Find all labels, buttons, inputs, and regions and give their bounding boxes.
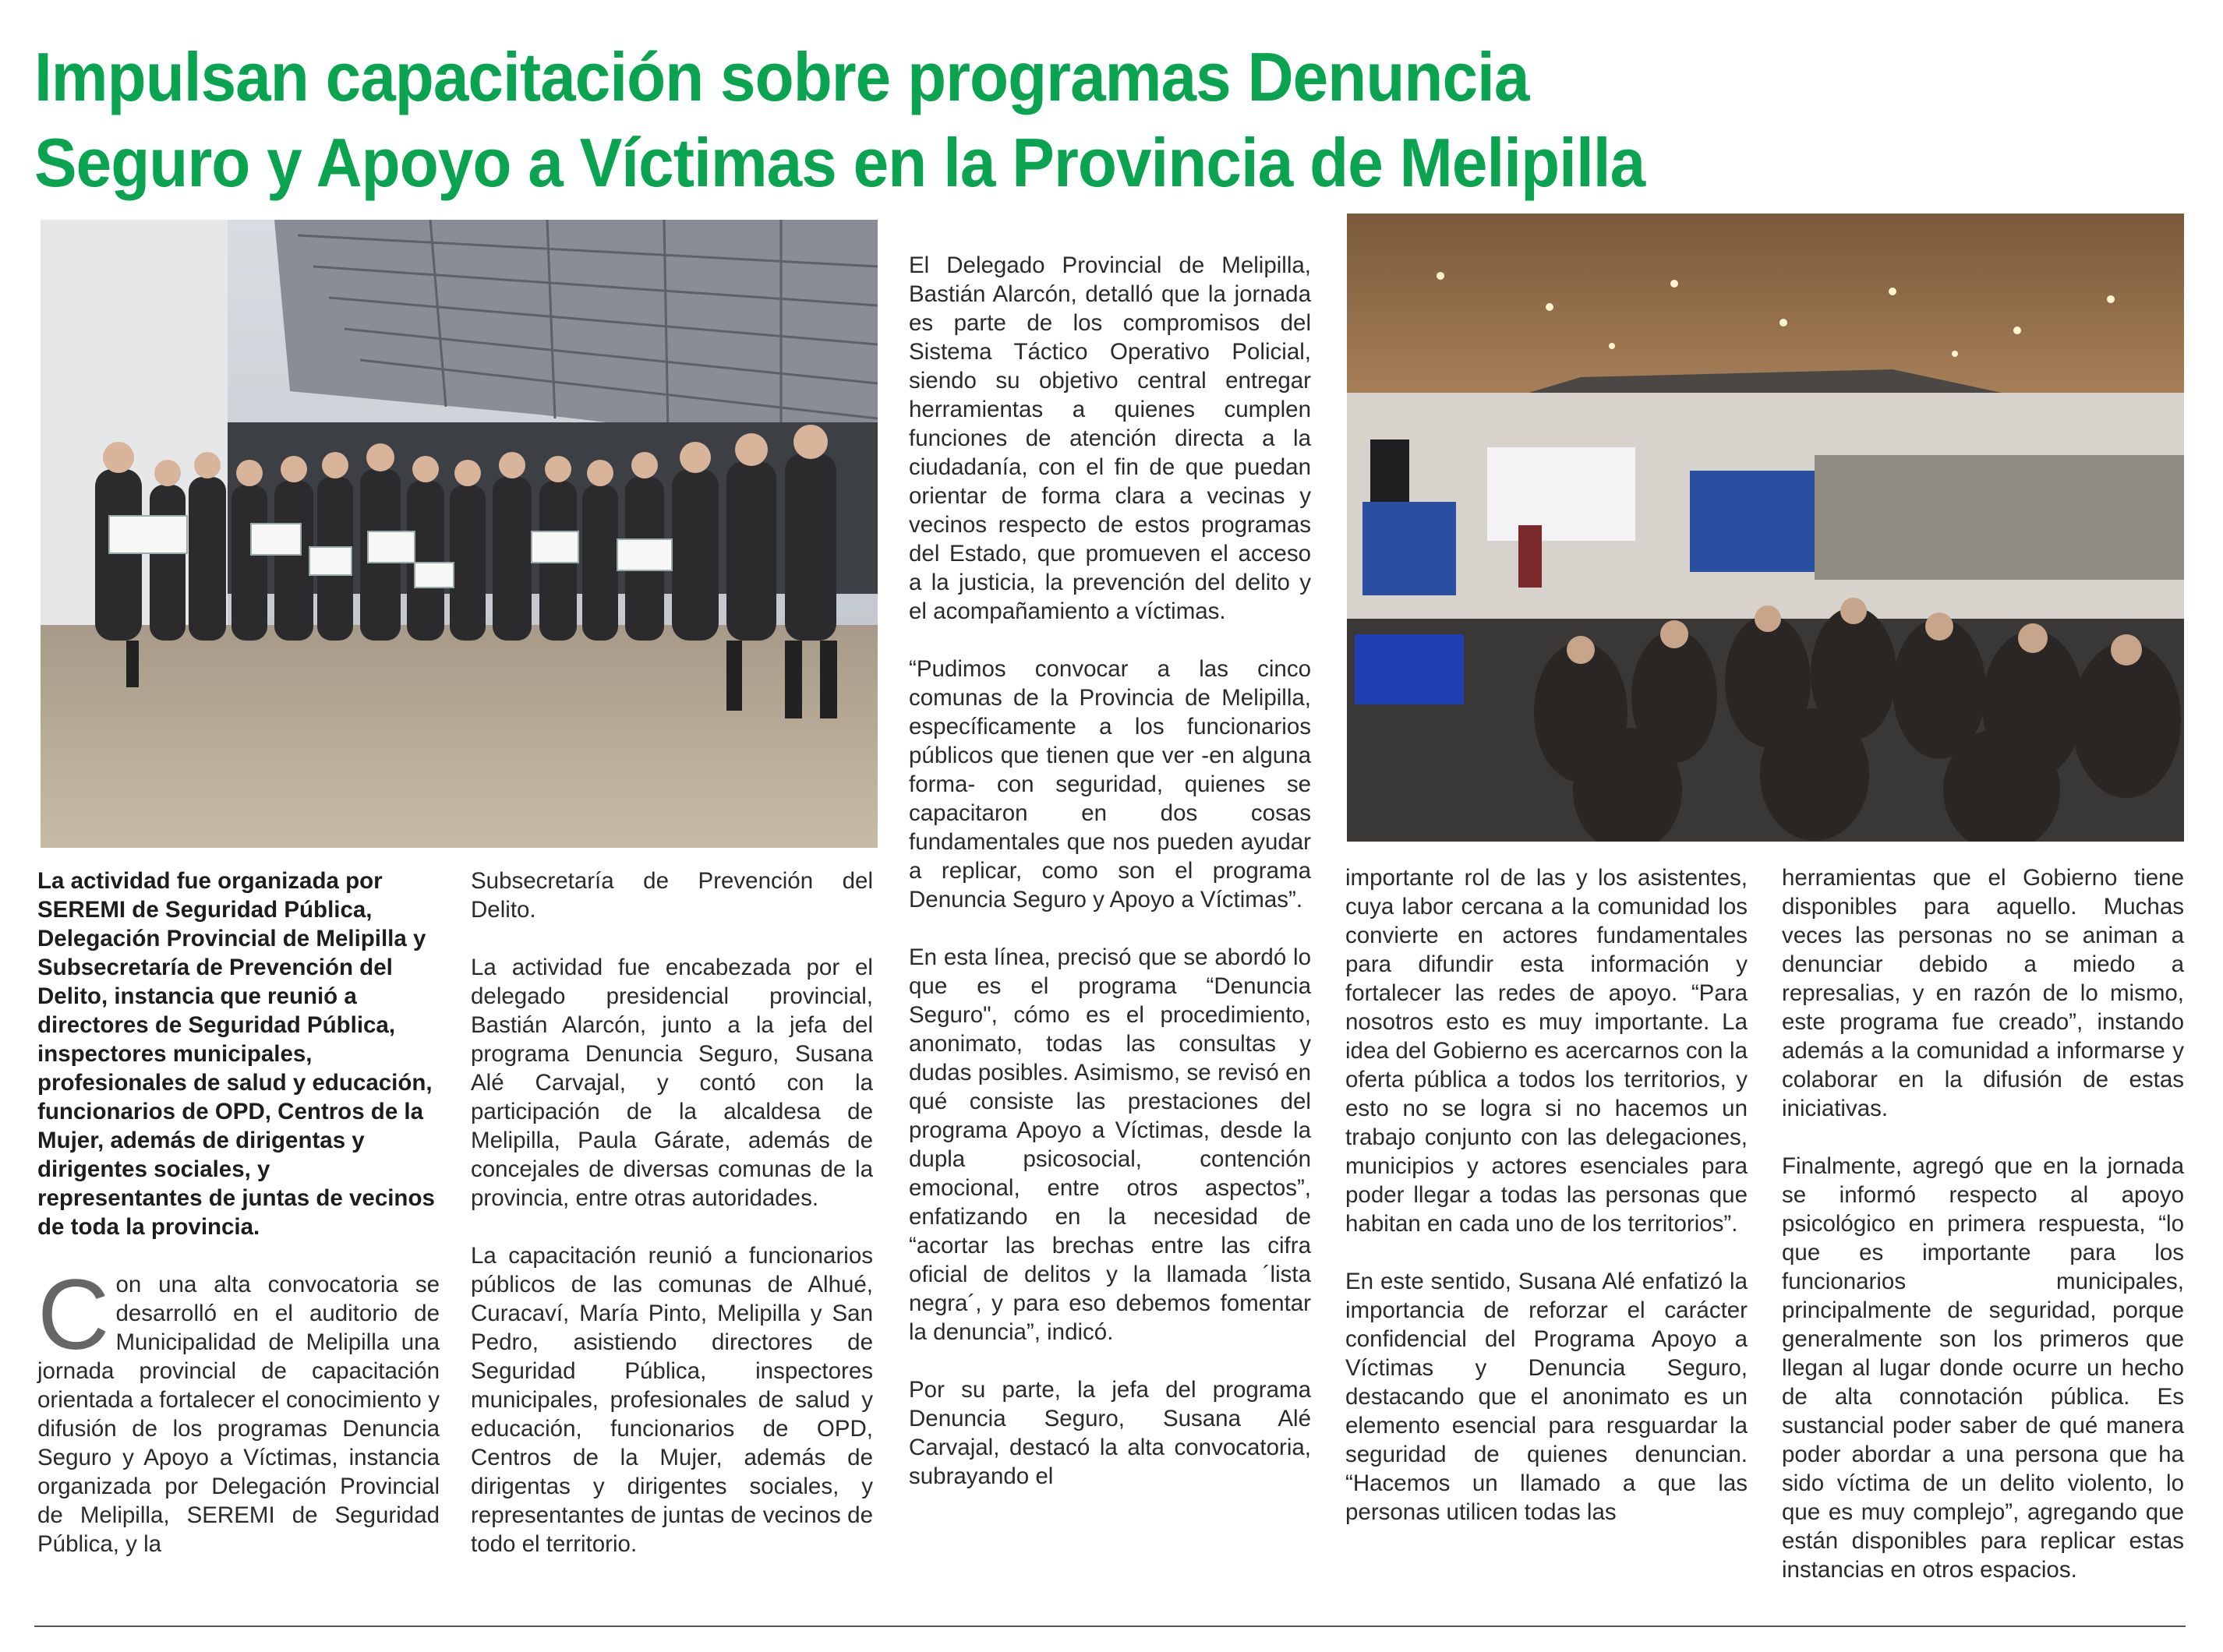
paragraph-8: En este sentido, Susana Alé enfatizó la importancia de reforzar el carácter confidencial del Programa Apoyo a Víctimas y Denuncia Seguro, destacando que el anonimato es un elemento esencial para resguardar la seguridad de quienes denuncian. “Hacemos un llamado a que las personas utilicen todas las bbox=[1345, 1269, 1748, 1525]
lead-paragraph: La actividad fue organizada por SEREMI de Seguridad Pública, Delegación Provincial de Melipilla y Subsecretaría de Prevención del Delito, instancia que reunió a directores de Seguridad Pública, inspectores municipales, profesionales de salud y educación, funcionarios de OPD, Centros de la Mujer, además de dirigentas y dirigentes sociales, y representantes de juntas de vecinos de toda la provincia. bbox=[37, 868, 435, 1240]
paragraph-7-continued: importante rol de las y los asistentes, cuya labor cercana a la comunidad los convierte en actores fundamentales para difundir esta información y fortalecer las redes de apoyo. “Para nosotros esto es muy importante. La idea del Gobierno es acercarnos con la oferta pública a todos los territorios, y esto no se logra si no hacemos un trabajo conjunto con las delegaciones, municipios y actores esenciales para poder llegar a todas las personas que habitan en cada uno de los territorios”. bbox=[1345, 865, 1748, 1237]
paragraph-2: La actividad fue encabezada por el delegado presidencial provincial, Bastián Alarcón, junto a la jefa del programa Denuncia Seguro, Susana Alé Carvajal, y contó con la participación de la alcaldesa de Melipilla, Paula Gárate, además de concejales de diversas comunas de la provincia, entre otras autoridades. bbox=[471, 955, 873, 1211]
auditorium-photo bbox=[1347, 214, 2184, 842]
headline-line-1: Impulsan capacitación sobre programas Denuncia bbox=[34, 38, 1529, 115]
paragraph-7: Por su parte, la jefa del programa Denuncia Seguro, Susana Alé Carvajal, destacó la alta convocatoria, subrayando el bbox=[909, 1377, 1311, 1489]
paragraph-1-text: on una alta convocatoria se desarrolló en el auditorio de Municipalidad de Melipilla una jornada provincial de capacitación orientada a fortalecer el conocimiento y difusión de los programas Denuncia Seguro y Apoyo a Víctimas, instancia organizada por Delegación Provincial de Melipilla, SEREMI de Seguridad Pública, y la bbox=[37, 1272, 440, 1557]
column-4 bbox=[1345, 863, 1748, 1527]
paragraph-9: Finalmente, agregó que en la jornada se informó respecto al apoyo psicológico en primera respuesta, “lo que es importante para los funcionarios municipales, principalmente de seguridad, porque generalmente son los primeros que llegan al lugar donde ocurre un hecho de alta connotación pública. Es sustancial poder saber de qué manera poder abordar a una persona que ha sido víctima de un delito violento, lo que es muy complejo”, agregando que están disponibles para replicar estas instancias en otros espacios. bbox=[1782, 1153, 2184, 1583]
paragraph-6: En esta línea, precisó que se abordó lo que es el programa “Denuncia Seguro", cómo es el procedimiento, anonimato, todas las consultas y dudas posibles. Asimismo, se revisó en qué consiste las prestaciones del programa Apoyo a Víctimas, desde la dupla psicosocial, contención emocional, entre otros aspectos”, enfatizando en la necesidad de “acortar las brechas entre las cifra oficial de delitos y la llamada ´lista negra´, y para eso debemos fomentar la denuncia”, indicó. bbox=[909, 944, 1311, 1345]
group-photo-icon bbox=[41, 220, 878, 848]
paragraph-1 bbox=[37, 1259, 440, 1558]
column-5 bbox=[1782, 863, 2184, 1584]
paragraph-8-continued: herramientas que el Gobierno tiene disponibles para aquello. Muchas veces las personas no se animan a denunciar debido a miedo a represalias, y en razón de lo mismo, este programa fue creado”, instando además a la comunidad a informarse y colaborar en la difusión de estas iniciativas. bbox=[1782, 865, 2184, 1121]
headline-line-2: Seguro y Apoyo a Víctimas en la Provincia de Melipilla bbox=[34, 124, 1645, 201]
paragraph-3: La capacitación reunió a funcionarios públicos de las comunas de Alhué, Curacaví, María Pinto, Melipilla y San Pedro, asistiendo directores de Seguridad Pública, inspectores municipales, profesionales de salud y educación, funcionarios de OPD, Centros de la Mujer, además de dirigentas y dirigentes sociales, y representantes de juntas de vecinos de todo el territorio. bbox=[471, 1243, 873, 1557]
headline bbox=[34, 34, 2049, 206]
paragraph-4: El Delegado Provincial de Melipilla, Bastián Alarcón, detalló que la jornada es parte de los compromisos del Sistema Táctico Operativo Policial, siendo su objetivo central entregar herramientas a quienes cumplen funciones de atención directa a la ciudadanía, con el fin de que puedan orientar de forma clara a vecinas y vecinos respecto de estos programas del Estado, que promueven el acceso a la justicia, la prevención del delito y el acompañamiento a víctimas. bbox=[909, 252, 1311, 624]
paragraph-1-continued: Subsecretaría de Prevención del Delito. bbox=[471, 868, 873, 923]
column-3 bbox=[909, 251, 1311, 1491]
bottom-rule bbox=[34, 1626, 2186, 1627]
paragraph-5: “Pudimos convocar a las cinco comunas de la Provincia de Melipilla, específicamente a los funcionarios públicos que tienen que ver -en alguna forma- con seguridad, quienes se capacitaron en dos cosas fundamentales que nos pueden ayudar a replicar, como son el programa Denuncia Seguro y Apoyo a Víctimas”. bbox=[909, 656, 1311, 912]
group-photo bbox=[41, 220, 878, 848]
auditorium-photo-icon bbox=[1347, 214, 2184, 842]
column-2 bbox=[471, 867, 873, 1558]
column-1 bbox=[37, 867, 440, 1558]
drop-cap: C bbox=[37, 1259, 110, 1371]
